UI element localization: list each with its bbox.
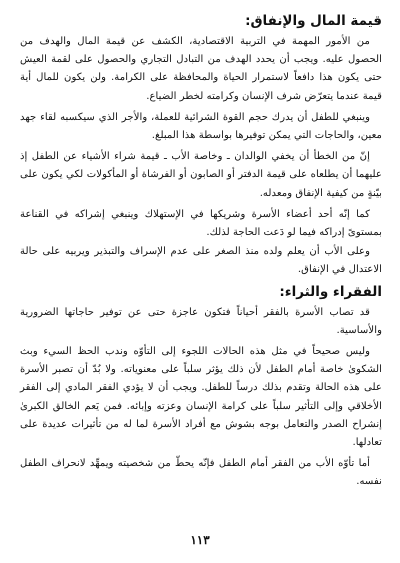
paragraph: من الأمور المهمة في التربية الاقتصادية، الكشف عن قيمة المال والهدف من الحصول عليه. ويجب أن يحدد الهدف من التبادل التجاري والحصول على لقمة العيش حتى يكون هذا دافعاً لاستمرار الحياة والمحافظة على الكرامة. ولن يكون للمال أية قيمة عندما يتعرّض شرف الإنسان وكرامته لخطر الضياع. <box>20 36 382 102</box>
paragraph: قد تصاب الأسرة بالفقر أحياناً فتكون عاجزة حتى عن توفير حاجاتها الضرورية والأساسية. <box>20 306 382 336</box>
paragraph: أما تأوّه الأب من الفقر أمام الطفل فإنّه يحطّ من شخصيته ويمهِّد لانحراف الطفل نفسه. <box>20 458 382 488</box>
section-heading-poverty-wealth: الفقراء والثراء: <box>279 283 382 300</box>
paragraph: كما إنّه أحد أعضاء الأسرة وشريكها في الإستهلاك وينبغي إشراكه في القناعة بمستوىً إدراكه فيما لو دَعت الحاجة لذلك. <box>20 208 382 239</box>
page-number: ١١٣ <box>190 533 210 547</box>
paragraph: إنّ من الخطأ أن يخفي الوالدان ـ وخاصة الأب ـ قيمة شراء الأشياء عن الطفل إذ عليهما أن يطلعاه على قيمة الدفتر أو الصابون أو الفرشاة أو المأكولات لكي يكون على بيّنةٍ من كيفية الإنفاق ومعدله. <box>20 151 382 199</box>
book-page <box>20 12 382 495</box>
paragraph: وينبغي للطفل أن يدرك حجم القوة الشرائية للعملة، والأجر الذي سيكسبه لقاء جهد معين، والحاجات التي يمكن توفيرها بواسطة هذا المبلغ. <box>20 111 382 142</box>
paragraph: وعلى الأب أن يعلم ولده منذ الصغر على عدم الإسراف والتبذير ويربيه على حالة الاعتدال في الإنفاق. <box>20 246 382 276</box>
paragraph: وليس صحيحاً في مثل هذه الحالات اللجوء إلى التأوّه وندب الحظ السيء وبث الشكوىٰ خاصة أمام الطفل لأن ذلك يؤثر سلباً على معنوياته. ولا بُدّ أن تصبر الأسرة على هذه الحالة وتقدم بذلك درساً للطفل. ويجب أن لا يؤدي الفقر المادي إلى الفقر الأخلاقي وإلى التأثير سلباً على كرامة الإنسان وعزته وإبائه. فمن يَعم الخالق الكبرىٰ إنشراح الصدر والتعامل بوجه بشوش مع أفراد الأسرة لما له من تأثيرات عديدة على تعادلها. <box>20 346 382 449</box>
section-heading-money-value: قيمة المال والإنفاق: <box>245 13 382 29</box>
